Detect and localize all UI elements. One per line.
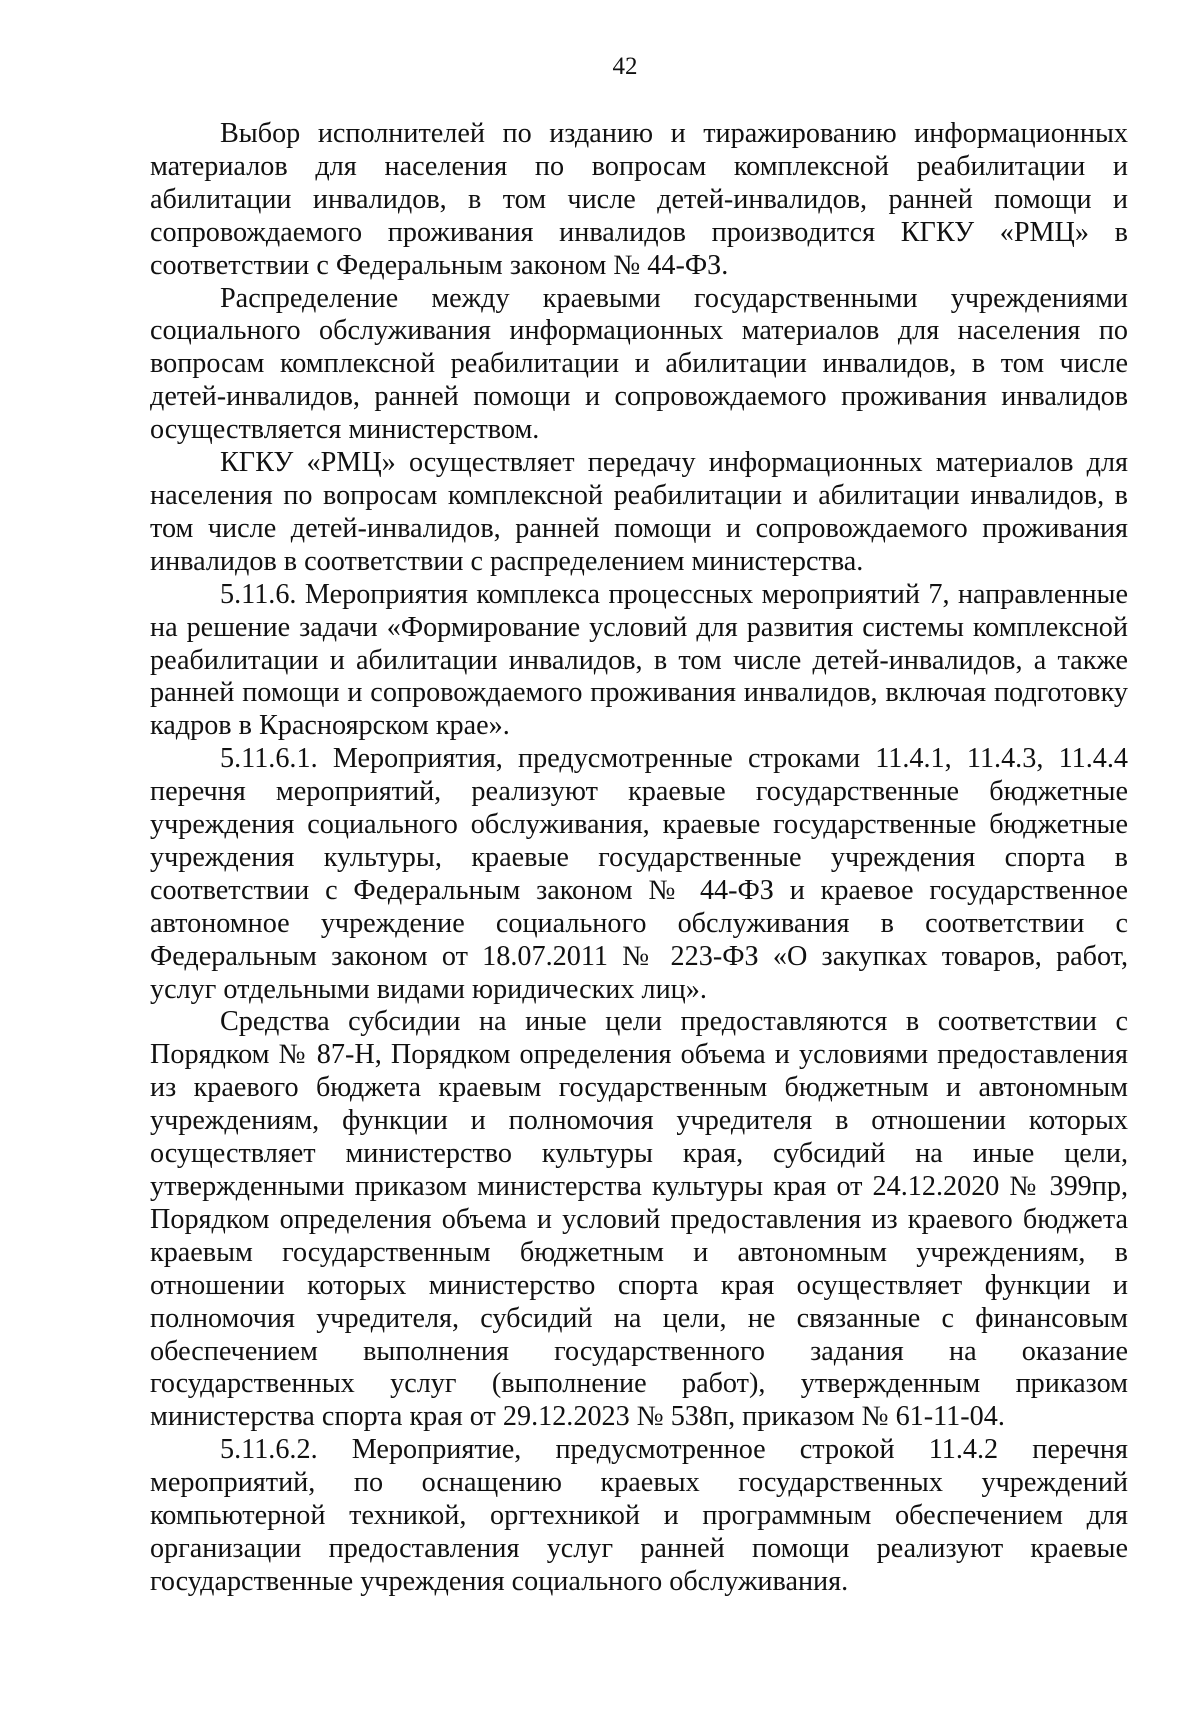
paragraph-section-5-11-6-2: 5.11.6.2. Мероприятие, предусмотренное строкой 11.4.2 перечня мероприятий, по оснащению краевых государственных учреждений компьютерной техникой, оргтехникой и программным обеспечением для организации предоставления услуг ранней помощи реализуют краевые государственные учреждения социального обслуживания. bbox=[150, 1434, 1128, 1597]
paragraph-distribution: Распределение между краевыми государственными учреждениями социального обслуживания информационных материалов для населения по вопросам комплексной реабилитации и абилитации инвалидов, в том числе детей-инвалидов, ранней помощи и сопровождаемого проживания инвалидов осуществляется министерством. bbox=[150, 282, 1128, 446]
paragraph-section-5-11-6-1: 5.11.6.1. Мероприятия, предусмотренные строками 11.4.1, 11.4.3, 11.4.4 перечня мероприятий, реализуют краевые государственные бюджетные учреждения социального обслуживания, краевые государственные бюджетные учреждения культуры, краевые государственные учреждения спорта в соответствии с Федеральным законом № 44-ФЗ и краевое государственное автономное учреждение социального обслуживания в соответствии с Федеральным законом от 18.07.2011 № 223-ФЗ «О закупках товаров, работ, услуг отдельными видами юридических лиц». bbox=[150, 743, 1128, 1005]
paragraph-executor-selection: Выбор исполнителей по изданию и тиражированию информационных материалов для населения по вопросам комплексной реабилитации и абилитации инвалидов, в том числе детей-инвалидов, ранней помощи и сопровождаемого проживания инвалидов производится КГКУ «РМЦ» в соответствии с Федеральным законом № 44-ФЗ. bbox=[150, 118, 1128, 281]
paragraph-transfer: КГКУ «РМЦ» осуществляет передачу информационных материалов для населения по вопросам комплексной реабилитации и абилитации инвалидов, в том числе детей-инвалидов, ранней помощи и сопровождаемого проживания инвалидов в соответствии с распределением министерства. bbox=[150, 447, 1128, 577]
page-number: 42 bbox=[612, 53, 638, 80]
paragraph-section-5-11-6: 5.11.6. Мероприятия комплекса процессных мероприятий 7, направленные на решение задачи «Формирование условий для развития системы комплексной реабилитации и абилитации инвалидов, в том числе детей-инвалидов, а также ранней помощи и сопровождаемого проживания инвалидов, включая подготовку кадров в Красноярском крае». bbox=[150, 578, 1128, 742]
paragraph-subsidy-funds: Средства субсидии на иные цели предоставляются в соответствии с Порядком № 87-Н, Порядком определения объема и условиями предоставления из краевого бюджета краевым государственным бюджетным и автономным учреждениям, функции и полномочия учредителя в отношении которых осуществляет министерство культуры края, субсидий на иные цели, утвержденными приказом министерства культуры края от 24.12.2020 № 399пр, Порядком определения объема и условий предоставления из краевого бюджета краевым государственным бюджетным и автономным учреждениям, в отношении которых министерство спорта края осуществляет функции и полномочия учредителя, субсидий на цели, не связанные с финансовым обеспечением выполнения государственного задания на оказание государственных услуг (выполнение работ), утвержденным приказом министерства спорта края от 29.12.2023 № 538п, приказом № 61-11-04. bbox=[150, 1006, 1128, 1433]
document-body bbox=[150, 118, 1128, 1599]
